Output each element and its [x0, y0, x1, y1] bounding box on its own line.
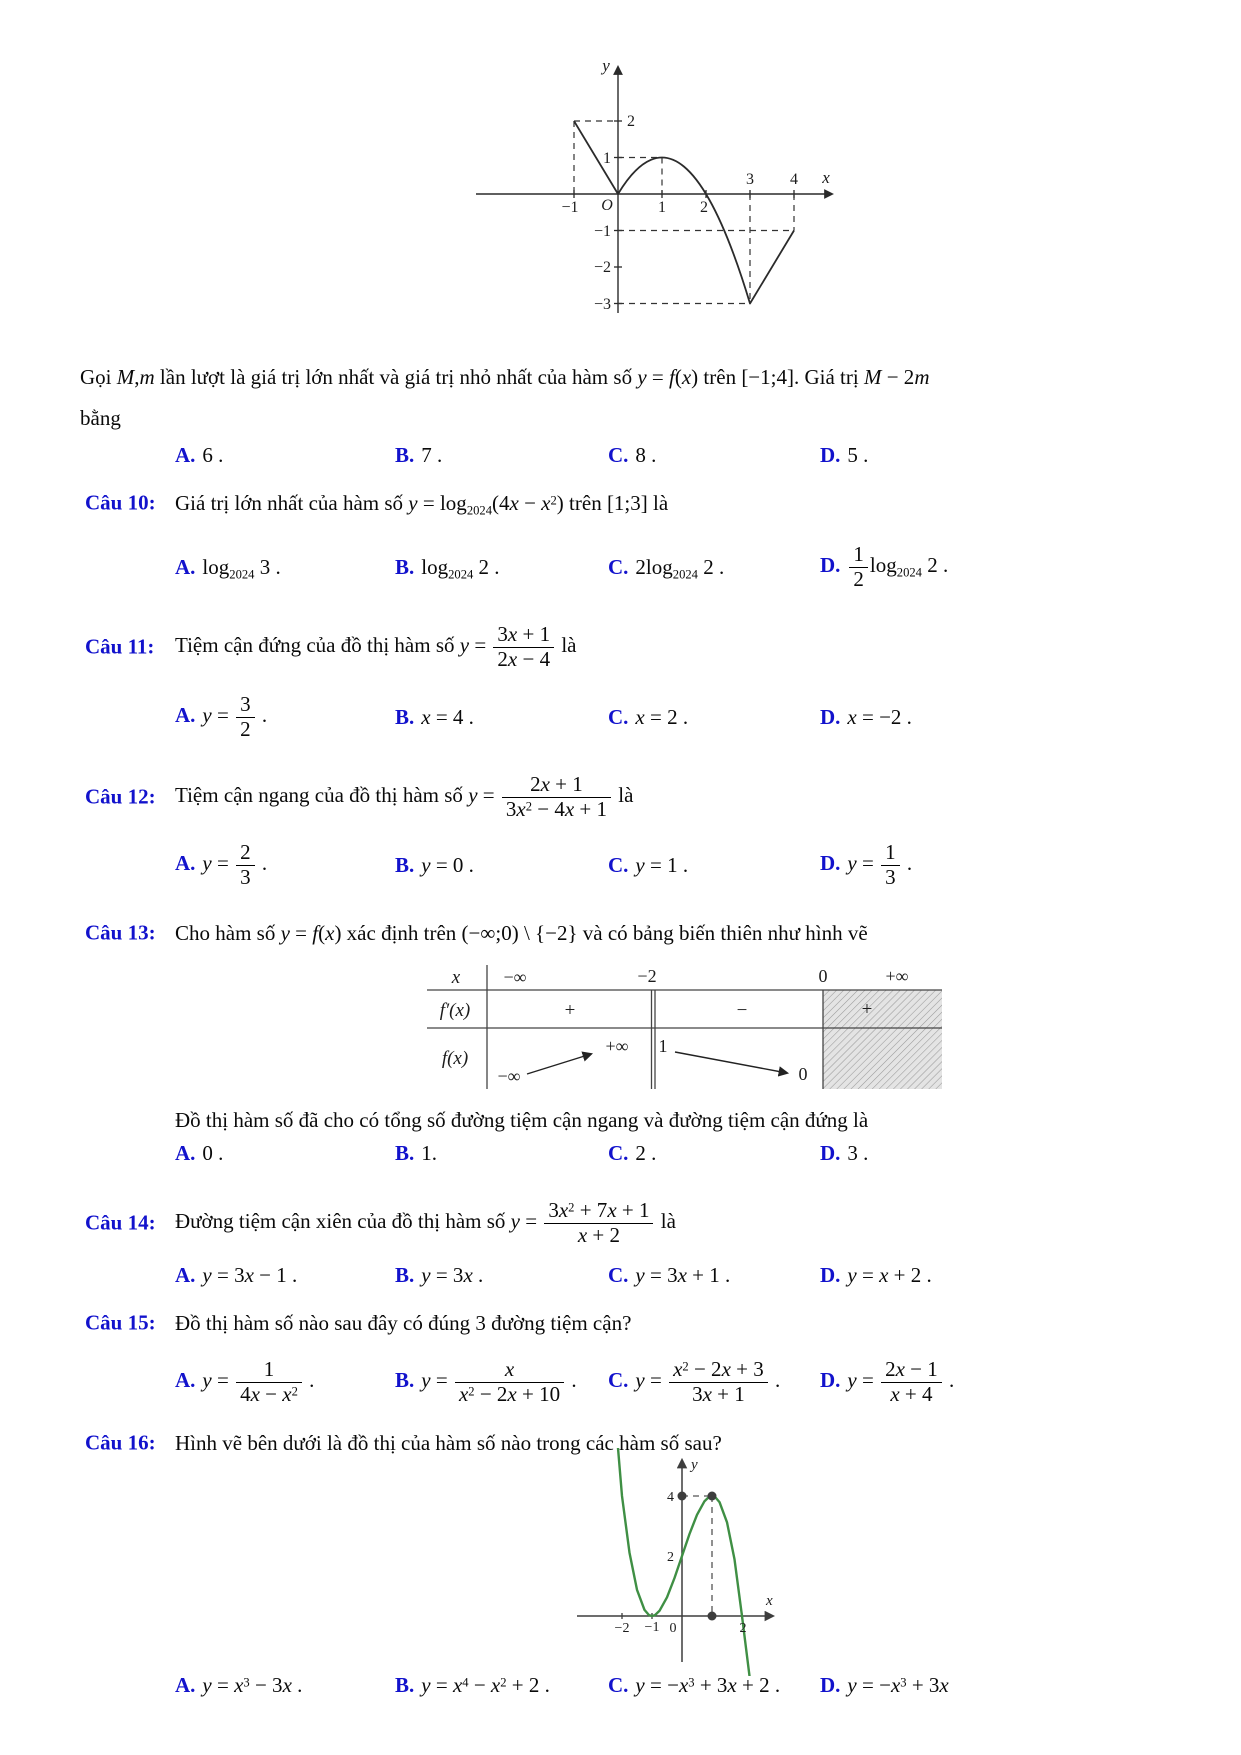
- option-content: y = 0 .: [421, 852, 474, 877]
- option-content: $y = -x^3 + 3x + 2$ .: [635, 1672, 781, 1697]
- option-c[interactable]: [608, 853, 820, 878]
- fprime-sign: −: [736, 1000, 748, 1021]
- f-value: 1: [658, 1036, 668, 1056]
- option-letter: B.: [395, 704, 415, 729]
- excluded-region-hatch: [823, 990, 942, 1089]
- option-letter: B.: [395, 1262, 415, 1287]
- table-fprime-label: f′(x): [439, 1000, 471, 1021]
- option-letter: B.: [395, 1140, 415, 1165]
- option-letter: C.: [608, 1140, 629, 1165]
- question-label: Câu 14:: [85, 1210, 156, 1235]
- x-value: −∞: [503, 967, 527, 987]
- question-stem: Đường tiệm cận xiên của đồ thị hàm số y = $\frac{3x^2 + 7x + 1}{x + 2}$ là: [175, 1197, 676, 1247]
- question-label: Câu 10:: [85, 490, 156, 515]
- x-tick-label: 2: [739, 1621, 747, 1636]
- option-a[interactable]: [175, 555, 395, 580]
- question-stem: Tiệm cận ngang của đồ thị hàm số y = $\frac{2x + 1}{3x^2 - 4x + 1}$ là: [175, 771, 634, 821]
- x-tick-label: 2: [700, 199, 708, 216]
- option-content: $\log_{2024} 2$ .: [421, 554, 500, 581]
- option-b[interactable]: [395, 1673, 608, 1698]
- option-content: x = 2 .: [635, 704, 689, 729]
- x-tick-label: −1: [561, 199, 579, 216]
- option-c[interactable]: [608, 555, 820, 580]
- option-d[interactable]: [820, 841, 1231, 889]
- question-note: Đồ thị hàm số đã cho có tổng số đường tiệm cận ngang và đường tiệm cận đứng là: [175, 1107, 869, 1132]
- function-graph-f: [468, 53, 848, 315]
- option-content: $\frac{1}{2}$ $\log_{2024} 2$ .: [847, 553, 948, 577]
- increase-arrow: [527, 1054, 591, 1074]
- question-stem: Cho hàm số y = f(x) xác định trên (−∞;0) \ {−2} và có bảng biến thiên như hình vẽ: [175, 920, 868, 945]
- option-content: y = $\frac{1}{4x - x^2}$ .: [202, 1356, 315, 1406]
- y-tick-label: −3: [593, 296, 611, 313]
- option-content: y = $\frac{x}{x^2 - 2x + 10}$ .: [421, 1356, 577, 1406]
- option-letter: A.: [175, 1140, 196, 1165]
- option-content: y = $\frac{1}{3}$ .: [847, 839, 913, 889]
- fprime-sign: +: [564, 1000, 576, 1021]
- option-letter: D.: [820, 1672, 841, 1697]
- option-content: y = 3x + 1 .: [635, 1262, 731, 1287]
- question-11-options: [175, 685, 1231, 749]
- option-content: 8 .: [635, 442, 657, 467]
- option-letter: A.: [175, 554, 196, 579]
- option-content: 2 .: [635, 1140, 657, 1165]
- option-d[interactable]: [820, 1141, 1231, 1166]
- question-12-options: [175, 833, 1231, 897]
- option-letter: A.: [175, 850, 196, 875]
- option-c[interactable]: [608, 1141, 820, 1166]
- option-letter: C.: [608, 704, 629, 729]
- f-limit: −∞: [497, 1066, 521, 1086]
- option-letter: C.: [608, 852, 629, 877]
- x-axis-label: x: [766, 1593, 773, 1609]
- intro-stem-cont: bằng: [80, 405, 121, 430]
- option-content: y = $\frac{2}{3}$ .: [202, 839, 268, 889]
- y-tick-label: 2: [627, 113, 635, 130]
- question-label: Câu 15:: [85, 1310, 156, 1335]
- option-letter: C.: [608, 442, 629, 467]
- option-content: 7 .: [421, 442, 443, 467]
- question-11: [0, 616, 1241, 678]
- y-tick-label: 1: [603, 150, 611, 167]
- question-13-options: [175, 1136, 1231, 1170]
- option-content: y = $\frac{x^2 - 2x + 3}{3x + 1}$ .: [635, 1356, 781, 1406]
- x-tick-label: 0: [669, 1621, 677, 1636]
- option-d[interactable]: [820, 705, 1231, 730]
- option-letter: D.: [820, 704, 841, 729]
- intro-question-line1: [80, 360, 1201, 394]
- question-stem: Đồ thị hàm số nào sau đây có đúng 3 đường tiệm cận?: [175, 1310, 632, 1335]
- option-letter: A.: [175, 1672, 196, 1697]
- question-label: Câu 13:: [85, 920, 156, 945]
- curve-cubic: [618, 1448, 750, 1676]
- option-letter: A.: [175, 1262, 196, 1287]
- option-d[interactable]: [820, 1263, 1231, 1288]
- x-tick-label: 4: [790, 171, 798, 188]
- option-letter: B.: [395, 852, 415, 877]
- option-d[interactable]: [820, 543, 1231, 591]
- option-b[interactable]: [395, 443, 608, 468]
- x-value: +∞: [885, 966, 909, 986]
- decrease-arrow: [675, 1052, 787, 1073]
- option-content: y = 1 .: [635, 852, 689, 877]
- x-axis-label: x: [822, 168, 830, 187]
- option-content: $2\log_{2024}$ 2 .: [635, 554, 725, 581]
- option-a[interactable]: [175, 1358, 395, 1406]
- cubic-graph: [535, 1448, 795, 1676]
- x-tick-label: 3: [746, 171, 754, 188]
- f-limit: +∞: [605, 1036, 629, 1056]
- option-d[interactable]: [820, 1673, 1231, 1698]
- question-label: Câu 16:: [85, 1430, 156, 1455]
- y-axis-label: y: [602, 56, 610, 75]
- option-letter: C.: [608, 1262, 629, 1287]
- option-content: x = 4 .: [421, 704, 474, 729]
- option-letter: C.: [608, 1672, 629, 1697]
- question-stem: Tiệm cận đứng của đồ thị hàm số y = $\frac{3x + 1}{2x - 4}$ là: [175, 621, 577, 671]
- option-b[interactable]: [395, 1358, 608, 1406]
- option-letter: B.: [395, 442, 415, 467]
- option-letter: D.: [820, 442, 841, 467]
- intro-question-line2: [80, 401, 1201, 435]
- option-letter: B.: [395, 1367, 415, 1392]
- y-tick-label: 4: [667, 1490, 674, 1505]
- option-letter: D.: [820, 1367, 841, 1392]
- option-c[interactable]: [608, 443, 820, 468]
- option-content: $y = x^4 - x^2 + 2$ .: [421, 1672, 550, 1697]
- question-label: Câu 11:: [85, 634, 155, 659]
- option-letter: A.: [175, 442, 196, 467]
- option-content: y = $\frac{3}{2}$ .: [202, 691, 268, 741]
- option-a[interactable]: [175, 1263, 395, 1288]
- f-value: 0: [798, 1064, 808, 1084]
- option-b[interactable]: [395, 705, 608, 730]
- option-d[interactable]: [820, 1358, 1231, 1406]
- option-content: 6 .: [202, 442, 224, 467]
- y-tick-label: −2: [593, 259, 611, 276]
- option-content: y = 3x − 1 .: [202, 1262, 298, 1287]
- option-content: y = $\frac{2x - 1}{x + 4}$ .: [847, 1356, 955, 1406]
- question-13: [0, 916, 1241, 950]
- option-content: 5 .: [847, 442, 869, 467]
- option-a[interactable]: [175, 693, 395, 741]
- option-content: 1.: [421, 1140, 438, 1165]
- option-a[interactable]: [175, 1141, 395, 1166]
- option-c[interactable]: [608, 1673, 820, 1698]
- option-content: $\log_{2024} 3$ .: [202, 554, 281, 581]
- option-b[interactable]: [395, 853, 608, 878]
- option-b[interactable]: [395, 1263, 608, 1288]
- question-stem: Hình vẽ bên dưới là đồ thị của hàm số nào trong các hàm số sau?: [175, 1430, 722, 1455]
- intro-options: [175, 438, 1231, 472]
- variation-table: [425, 963, 947, 1093]
- option-c[interactable]: [608, 1263, 820, 1288]
- option-letter: B.: [395, 1672, 415, 1697]
- question-15: [0, 1306, 1241, 1340]
- question-stem: Giá trị lớn nhất của hàm số $y = \log_{2024}(4x - x^2)$ trên [1;3] là: [175, 490, 669, 517]
- option-a[interactable]: [175, 1673, 395, 1698]
- x-tick-label: 1: [658, 199, 666, 216]
- x-value: 0: [818, 966, 828, 986]
- x-value: −2: [637, 966, 657, 986]
- question-14: [0, 1191, 1241, 1255]
- option-content: y = x + 2 .: [847, 1262, 932, 1287]
- x-tick-label: −1: [644, 1620, 660, 1635]
- option-content: x = −2 .: [847, 704, 912, 729]
- option-letter: D.: [820, 1262, 841, 1287]
- option-content: $y = -x^3 + 3x$: [847, 1672, 949, 1697]
- y-axis-label: y: [691, 1457, 698, 1473]
- y-tick-label: 2: [667, 1550, 674, 1565]
- option-content: 0 .: [202, 1140, 224, 1165]
- question-15-options: [175, 1348, 1231, 1416]
- question-16-options: [175, 1668, 1231, 1702]
- question-10-options: [175, 535, 1231, 599]
- option-b[interactable]: [395, 1141, 608, 1166]
- y-tick-label: −1: [593, 223, 611, 240]
- option-content: 3 .: [847, 1140, 869, 1165]
- question-12: [0, 764, 1241, 830]
- option-a[interactable]: [175, 841, 395, 889]
- question-14-options: [175, 1258, 1231, 1292]
- option-a[interactable]: [175, 443, 395, 468]
- question-13-note: [0, 1103, 1241, 1137]
- option-letter: D.: [820, 1140, 841, 1165]
- option-letter: D.: [820, 552, 841, 577]
- x-tick-label: −2: [614, 1621, 630, 1636]
- option-letter: B.: [395, 554, 415, 579]
- question-label: Câu 12:: [85, 784, 156, 809]
- option-letter: D.: [820, 850, 841, 875]
- fprime-sign: +: [861, 999, 873, 1020]
- origin-label: O: [601, 197, 613, 214]
- question-10: [0, 486, 1241, 520]
- option-c[interactable]: [608, 1358, 820, 1406]
- marked-points: [678, 1492, 717, 1621]
- option-content: $y = x^3 - 3x$ .: [202, 1672, 303, 1697]
- option-c[interactable]: [608, 705, 820, 730]
- table-f-label: f(x): [441, 1048, 469, 1069]
- option-letter: A.: [175, 1367, 196, 1392]
- option-letter: C.: [608, 1367, 629, 1392]
- option-letter: A.: [175, 702, 196, 727]
- option-d[interactable]: [820, 443, 1231, 468]
- table-var-x: x: [451, 967, 461, 988]
- option-content: y = 3x .: [421, 1262, 484, 1287]
- option-b[interactable]: [395, 555, 608, 580]
- option-letter: C.: [608, 554, 629, 579]
- intro-stem: Gọi M,m lần lượt là giá trị lớn nhất và giá trị nhỏ nhất của hàm số y = f(x) trên [−1;4]. Giá trị M − 2m: [80, 364, 930, 389]
